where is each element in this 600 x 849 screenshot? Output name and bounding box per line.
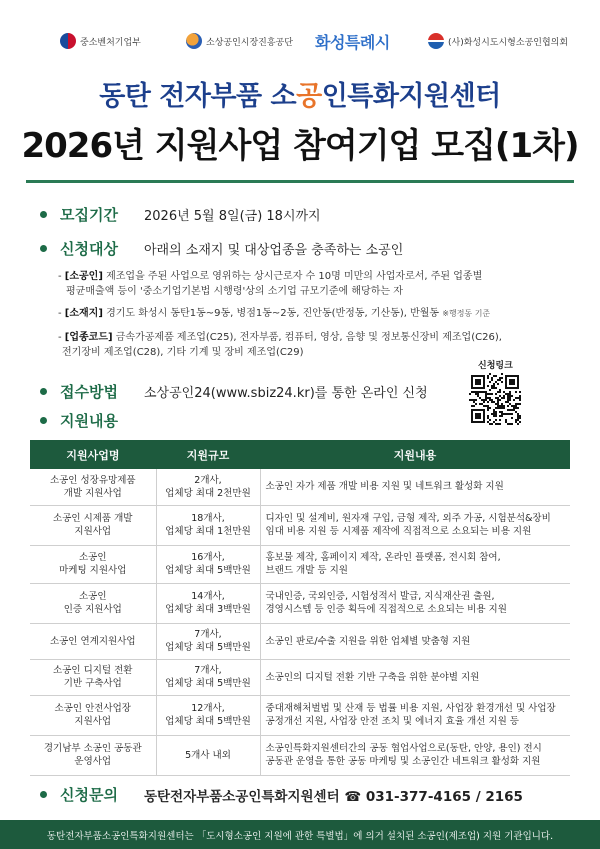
period-value: 2026년 5월 8일(금) 18시까지 bbox=[144, 209, 321, 224]
logo-semas-text: 소상공인시장진흥공단 bbox=[206, 37, 293, 48]
scale-cell: 7개사, 업체당 최대 5백만원 bbox=[156, 659, 260, 695]
bullet-icon bbox=[40, 245, 47, 252]
target-value: 아래의 소재지 및 대상업종을 충족하는 소공인 bbox=[144, 243, 404, 258]
program-name-cell: 소공인 인증 지원사업 bbox=[30, 583, 156, 623]
content-cell: 소공인 판로/수출 지원을 위한 업체별 맞춤형 지원 bbox=[260, 623, 570, 659]
logo-hwaseong bbox=[315, 30, 390, 52]
target-note-industry: - [업종코드] 금속가공제품 제조업(C25), 전자부품, 컴퓨터, 영상, 음향 및 정보통신장비 제조업(C26), 전기장비 제조업(C28), 기타 기계 및 장비 제조업(C29) bbox=[58, 332, 502, 358]
table-row bbox=[30, 505, 570, 545]
content-cell: 중대재해처벌법 및 산재 등 법률 비용 지원, 사업장 환경개선 및 사업장 공정개선 지원, 사업장 안전 조치 및 에너지 효율 개선 지원 등 bbox=[260, 695, 570, 735]
target-label: 신청대상 bbox=[60, 240, 118, 258]
scale-cell: 2개사, 업체당 최대 2천만원 bbox=[156, 469, 260, 505]
footer-banner bbox=[0, 820, 600, 849]
program-name-cell: 경기남부 소공인 공동관 운영사업 bbox=[30, 735, 156, 775]
program-name-cell: 소공인 마케팅 지원사업 bbox=[30, 545, 156, 583]
recruit-title: 2026년 지원사업 참여기업 모집(1차) bbox=[21, 126, 579, 166]
table-header-row bbox=[30, 440, 570, 469]
bullet-icon bbox=[40, 388, 47, 395]
content-cell: 홍보물 제작, 홈페이지 제작, 온라인 플랫폼, 전시회 참여, 브랜드 개발 등 지원 bbox=[260, 545, 570, 583]
program-name-cell: 소공인 연계지원사업 bbox=[30, 623, 156, 659]
contact-phone[interactable]: 031-377-4165 / 2165 bbox=[365, 789, 523, 805]
table-row bbox=[30, 545, 570, 583]
support-label: 지원내용 bbox=[60, 412, 118, 430]
table-row bbox=[30, 623, 570, 659]
header-program: 지원사업명 bbox=[30, 440, 156, 469]
logo-hwaseong-text: 화성특례시 bbox=[315, 32, 390, 52]
footer-text: 동탄전자부품소공인특화지원센터는 「도시형소공인 지원에 관한 특별법」에 의거 설치된 소공인(제조업) 지원 기관입니다. bbox=[46, 830, 554, 842]
program-name-cell: 소공인 시제품 개발 지원사업 bbox=[30, 505, 156, 545]
scale-cell: 16개사, 업체당 최대 5백만원 bbox=[156, 545, 260, 583]
association-icon bbox=[428, 33, 444, 49]
table-row bbox=[30, 695, 570, 735]
program-name-cell: 소공인 안전사업장 지원사업 bbox=[30, 695, 156, 735]
table-row bbox=[30, 735, 570, 775]
scale-cell: 12개사, 업체당 최대 5백만원 bbox=[156, 695, 260, 735]
table-row bbox=[30, 583, 570, 623]
logo-association-text: (사)화성시도시형소공인협의회 bbox=[448, 37, 569, 48]
logo-association bbox=[428, 30, 568, 52]
content-cell: 국내인증, 국외인증, 시험성적서 발급, 지식재산권 출원, 경영시스템 등 인증 획득에 직접적으로 소요되는 비용 지원 bbox=[260, 583, 570, 623]
program-name-cell: 소공인 디지털 전환 기반 구축사업 bbox=[30, 659, 156, 695]
scale-cell: 7개사, 업체당 최대 5백만원 bbox=[156, 623, 260, 659]
scale-cell: 5개사 내외 bbox=[156, 735, 260, 775]
taegeuk-icon bbox=[60, 33, 76, 49]
title-divider bbox=[26, 180, 574, 183]
scale-cell: 18개사, 업체당 최대 1천만원 bbox=[156, 505, 260, 545]
bullet-icon bbox=[40, 417, 47, 424]
period-label: 모집기간 bbox=[60, 206, 118, 224]
support-table bbox=[30, 440, 570, 776]
logo-mss bbox=[60, 30, 141, 52]
logo-mss-text: 중소벤처기업부 bbox=[80, 37, 141, 48]
bullet-icon bbox=[40, 791, 47, 798]
qr-label: 신청링크 bbox=[478, 361, 513, 371]
header-scale: 지원규모 bbox=[156, 440, 260, 469]
header-content: 지원내용 bbox=[260, 440, 570, 469]
contact-label: 신청문의 bbox=[60, 786, 118, 804]
bullet-icon bbox=[40, 211, 47, 218]
content-cell: 소공인의 디지털 전환 기반 구축을 위한 분야별 지원 bbox=[260, 659, 570, 695]
content-cell: 소공인특화지원센터간의 공동 협업사업으로(동탄, 안양, 용인) 전시 공동관 운영을 통한 공동 마케팅 및 소공인간 네트워크 활성화 지원 bbox=[260, 735, 570, 775]
logo-semas bbox=[186, 30, 293, 52]
contact-value: 동탄전자부품소공인특화지원센터 ☎ 031-377-4165 / 2165 bbox=[144, 789, 523, 805]
content-cell: 디자인 및 설계비, 원자재 구입, 금형 제작, 외주 가공, 시험분석&장비 임대 비용 지원 등 시제품 제작에 직접적으로 소요되는 비용 지원 bbox=[260, 505, 570, 545]
apply-label: 접수방법 bbox=[60, 383, 118, 401]
table-row bbox=[30, 659, 570, 695]
phone-icon: ☎ bbox=[344, 789, 362, 805]
scale-cell: 14개사, 업체당 최대 3백만원 bbox=[156, 583, 260, 623]
qr-code-icon[interactable] bbox=[469, 373, 521, 425]
table-row bbox=[30, 469, 570, 505]
center-title: 동탄 전자부품 소공인특화지원센터 bbox=[99, 81, 501, 112]
content-cell: 소공인 자가 제품 개발 비용 지원 및 네트워크 활성화 지원 bbox=[260, 469, 570, 505]
semas-icon bbox=[186, 33, 202, 49]
apply-value: 소상공인24(www.sbiz24.kr)를 통한 온라인 신청 bbox=[144, 386, 428, 401]
program-name-cell: 소공인 성장유망제품 개발 지원사업 bbox=[30, 469, 156, 505]
target-note-smallbiz: - [소공인] 제조업을 주된 사업으로 영위하는 상시근로자 수 10명 미만의 사업자로서, 주된 업종별 평균매출액 등이 '중소기업기본법 시행령'상의 소기업 규모기준에 해당하는 자 bbox=[58, 271, 483, 297]
target-note-location: - [소재지] 경기도 화성시 동탄1동~9동, 병점1동~2동, 진안동(반정동, 기산동), 반월동 ※행정동 기준 bbox=[58, 308, 491, 319]
